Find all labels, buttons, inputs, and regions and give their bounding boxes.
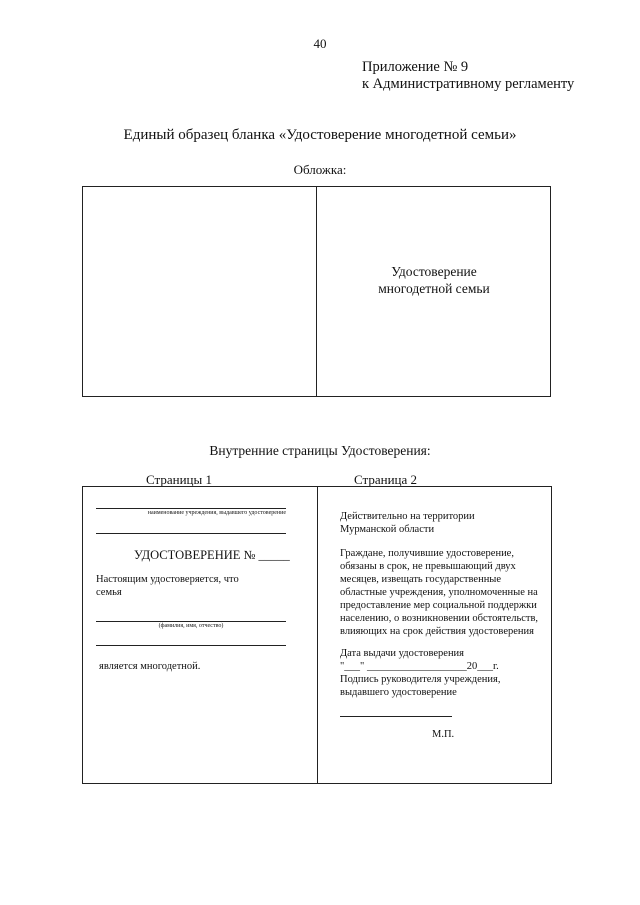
statement-line-2: семья: [96, 587, 122, 598]
institution-line: [96, 508, 286, 509]
validity-line-2: Мурманской области: [340, 524, 435, 535]
cover-label: Обложка:: [293, 162, 347, 177]
cover-text: [318, 263, 550, 297]
cover-text-line-2: многодетной семьи: [378, 281, 490, 296]
issue-date-label: Дата выдачи удостоверения: [340, 648, 465, 659]
issue-date-line: "___" ___________________20___г.: [340, 661, 499, 672]
notice-line: населению, о возникновении обстоятельств,: [340, 613, 539, 624]
appendix-reference: [362, 59, 574, 93]
certificate-statement: [96, 573, 239, 599]
issue-date-block: [340, 647, 550, 699]
page-1-label: Страницы 1: [146, 472, 212, 487]
notice-line: областные учреждения, уполномоченные на: [340, 587, 538, 598]
signature-line: [340, 716, 452, 717]
family-name-line: [96, 621, 286, 622]
statement-line-1: Настоящим удостоверяется, что: [96, 574, 239, 585]
inner-pages-label: Внутренние страницы Удостоверения:: [209, 443, 431, 458]
family-name-caption: (фамилия, имя, отчество): [158, 623, 224, 629]
notice-line: обязаны в срок, не превышающий двух: [340, 561, 516, 572]
cover-divider: [316, 186, 317, 397]
page-number: 40: [313, 36, 327, 51]
validity-line-1: Действительно на территории: [340, 511, 475, 522]
notice-line: Граждане, получившие удостоверение,: [340, 548, 514, 559]
cover-text-line-1: Удостоверение: [391, 264, 477, 279]
notice-line: влияющих на срок действия удостоверения: [340, 626, 534, 637]
signature-line-2: выдавшего удостоверение: [340, 687, 457, 698]
signature-line-1: Подпись руководителя учреждения,: [340, 674, 501, 685]
appendix-line-2: к Административному регламенту: [362, 76, 575, 92]
document-title: Единый образец бланка «Удостоверение многодетной семьи»: [123, 127, 517, 143]
institution-line-2: [96, 533, 286, 534]
notice-line: месяцев, извещать государственные: [340, 574, 502, 585]
obligation-notice: [340, 547, 550, 638]
validity-text: [340, 510, 550, 536]
appendix-line-1: Приложение № 9: [362, 59, 469, 75]
institution-caption: наименование учреждения, выдавшего удостоверение: [147, 510, 286, 516]
family-name-line-2: [96, 645, 286, 646]
stamp-placeholder: М.П.: [432, 729, 455, 740]
notice-line: предоставление мер социальной поддержки: [340, 600, 537, 611]
certificate-heading: УДОСТОВЕРЕНИЕ № _____: [134, 548, 290, 562]
certificate-conclusion: является многодетной.: [99, 661, 201, 672]
inner-pages-divider: [317, 486, 318, 784]
page-2-label: Страница 2: [354, 472, 418, 487]
